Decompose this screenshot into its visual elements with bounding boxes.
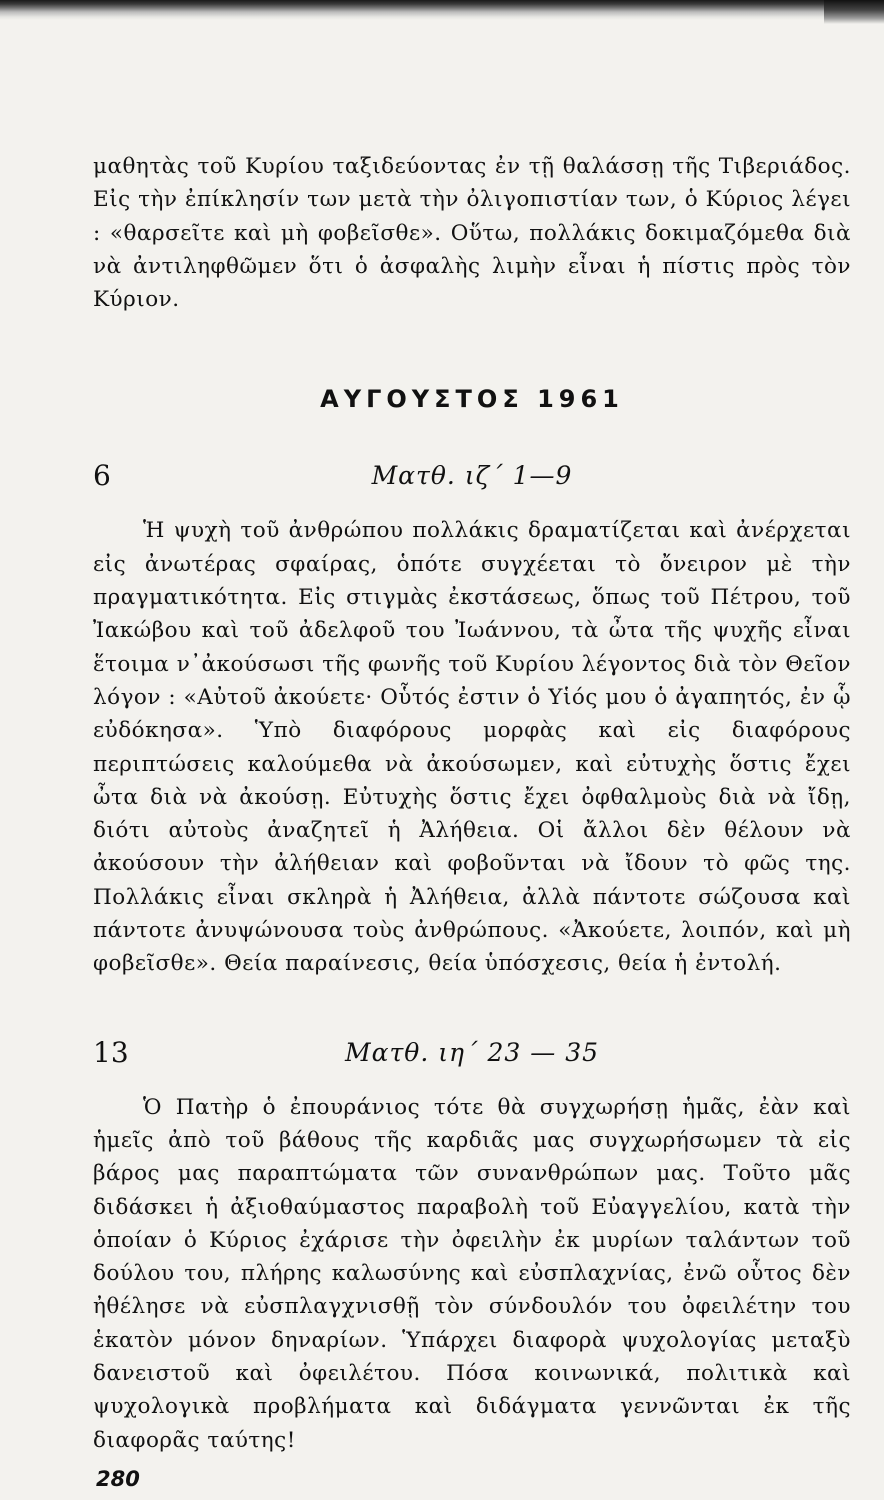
entry-heading [93,456,851,496]
month-heading: ΑΥΓΟΥΣΤΟΣ 1961 [320,385,624,414]
entry-heading [93,1033,851,1073]
entry-scripture-reference: Ματθ. ιη΄ 23 — 35 [345,1037,599,1067]
page-number: 280 [96,1467,140,1491]
entry-day-number: 6 [93,459,111,493]
scan-corner-shadow [824,0,884,24]
entry-text: Ὁ Πατὴρ ὁ ἐπουράνιος τότε θὰ συγχωρήσῃ ἡμᾶς, ἐὰν καὶ ἡμεῖς ἀπὸ τοῦ βάθους τῆς καρδιᾶς μας συγχωρήσωμεν τὰ εἰς βάρος μας παραπτώματα τῶν συνανθρώπων μας. Τοῦτο μᾶς διδάσκει ἡ ἀξιοθαύμαστος παραβολὴ τοῦ Εὐαγγελίου, κατὰ τὴν ὁποίαν ὁ Κύριος ἐχάρισε τὴν ὀφειλὴν ἐκ μυρίων ταλάντων τοῦ δούλου του, πλήρης καλωσύνης καὶ εὐσπλαχνίας, ἐνῶ οὗτος δὲν ἠθέλησε νὰ εὐσπλαγχνισθῇ τὸν σύνδουλόν του ὀφειλέτην του ἑκατὸν μόνον δηναρίων. Ὑπάρχει διαφορὰ ψυχολογίας μεταξὺ δανειστοῦ καὶ ὀφειλέτου. Πόσα κοινωνικά, πολιτικὰ καὶ ψυχολογικὰ προβλήματα καὶ διδάγματα γεννῶνται ἐκ τῆς διαφορᾶς ταύτης! [93,1094,851,1453]
entry-day-number: 13 [93,1035,129,1069]
entry-scripture-reference: Ματθ. ιζ΄ 1—9 [371,461,573,491]
page-content [93,150,851,1457]
entry-text: Ἡ ψυχὴ τοῦ ἀνθρώπου πολλάκις δραματίζεται καὶ ἀνέρχεται εἰς ἀνωτέρας σφαίρας, ὁπότε συγχέεται τὸ ὄνειρον μὲ τὴν πραγματικότητα. Εἰς στιγμὰς ἐκστάσεως, ὅπως τοῦ Πέτρου, τοῦ Ἰακώβου καὶ τοῦ ἀδελφοῦ του Ἰωάννου, τὰ ὦτα τῆς ψυχῆς εἶναι ἕτοιμα ν᾽ἀκούσωσι τῆς φωνῆς τοῦ Κυρίου λέγοντος διὰ τὸν Θεῖον λόγον : «Αὐτοῦ ἀκούετε· Οὗτός ἐστιν ὁ Υἱός μου ὁ ἀγαπητός, ἐν ᾧ εὐδόκησα». Ὑπὸ διαφόρους μορφὰς καὶ εἰς διαφόρους περιπτώσεις καλούμεθα νὰ ἀκούσωμεν, καὶ εὐτυχὴς ὅστις ἔχει ὦτα διὰ νὰ ἀκούσῃ. Εὐτυχὴς ὅστις ἔχει ὀφθαλμοὺς διὰ νὰ ἴδῃ, διότι αὐτοὺς ἀναζητεῖ ἡ Ἀλήθεια. Οἱ ἄλλοι δὲν θέλουν νὰ ἀκούσουν τὴν ἀλήθειαν καὶ φοβοῦνται νὰ ἴδουν τὸ φῶς της. Πολλάκις εἶναι σκληρὰ ἡ Ἀλήθεια, ἀλλὰ πάντοτε σώζουσα καὶ πάντοτε ἀνυψώνουσα τοὺς ἀνθρώπους. «Ἀκούετε, λοιπόν, καὶ μὴ φοβεῖσθε». Θεία παραίνεσις, θεία ὑπόσχεσις, θεία ἡ ἐντολή. [93,518,851,977]
scan-top-edge [0,0,884,20]
intro-paragraph: μαθητὰς τοῦ Κυρίου ταξιδεύοντας ἐν τῇ θαλάσσῃ τῆς Τιβεριάδος. Εἰς τὴν ἐπίκλησίν των μετὰ τὴν ὀλιγοπιστίαν των, ὁ Κύριος λέγει : «θαρσεῖτε καὶ μὴ φοβεῖσθε». Οὕτω, πολλάκις δοκιμαζόμεθα διὰ νὰ ἀντιληφθῶμεν ὅτι ὁ ἀσφαλὴς λιμὴν εἶναι ἡ πίστις πρὸς τὸν Κύριον. [93,154,851,313]
